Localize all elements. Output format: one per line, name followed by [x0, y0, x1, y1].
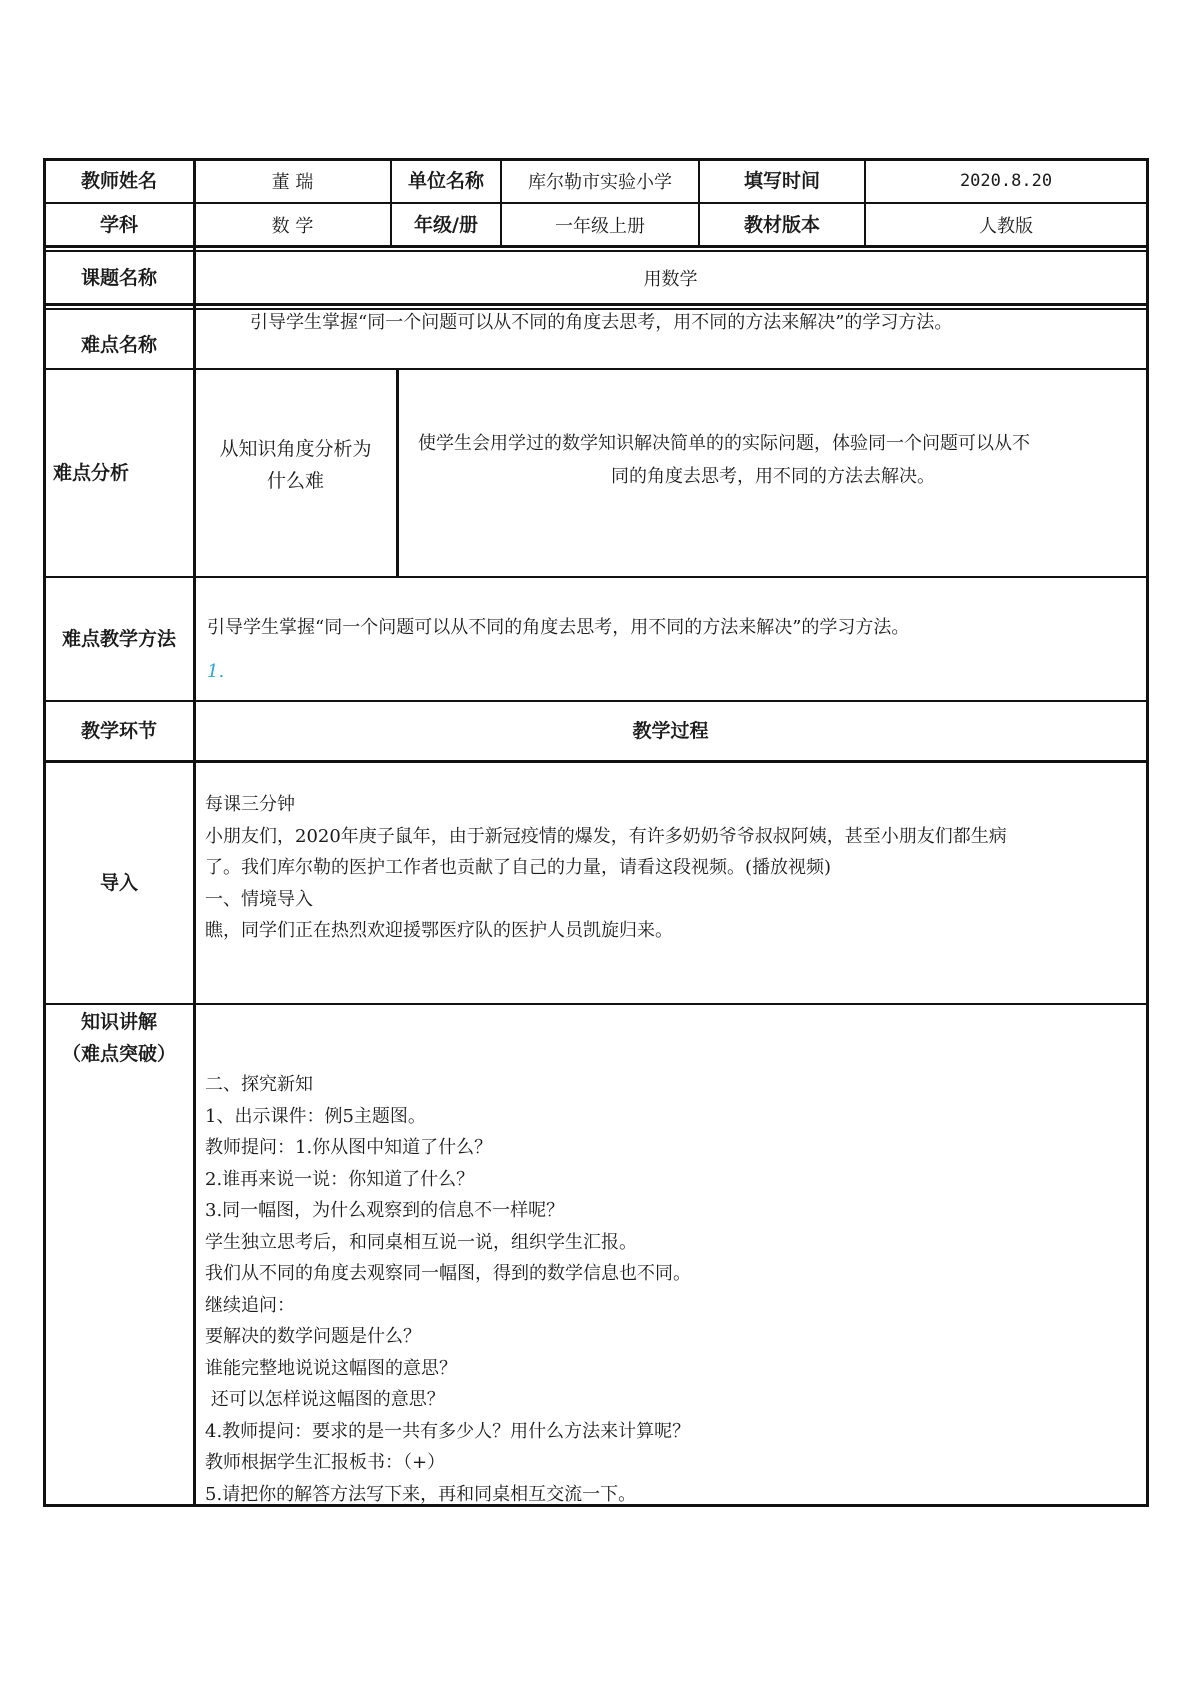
analysis-sublabel-line2: 什么难 — [266, 469, 324, 492]
intro-line: 一、情境导入 — [205, 888, 313, 910]
knowledge-line: 二、探究新知 — [205, 1074, 313, 1095]
topic-label: 课题名称 — [80, 266, 157, 289]
knowledge-line: 2.谁再来说一说：你知道了什么？ — [205, 1168, 475, 1190]
teacher-name-label: 教师姓名 — [80, 170, 157, 192]
analysis-text-line2: 同的角度去思考，用不同的方法去解决。 — [611, 465, 935, 487]
intro-line: 每课三分钟 — [205, 794, 295, 815]
edition-value: 人教版 — [979, 215, 1033, 237]
table-border-right — [1146, 158, 1149, 1506]
unit-name-value: 库尔勒市实验小学 — [528, 172, 672, 193]
teaching-process-heading: 教学过程 — [632, 720, 709, 742]
subject-value: 数 学 — [271, 215, 314, 237]
intro-line: 瞧，同学们正在热烈欢迎援鄂医疗队的医护人员凯旋归来。 — [205, 920, 673, 941]
intro-line: 了。我们库尔勒的医护工作者也贡献了自己的力量，请看这段视频。(播放视频) — [205, 857, 832, 878]
topic-value: 用数学 — [643, 268, 698, 290]
method-text: 引导学生掌握“同一个问题可以从不同的角度去思考，用不同的方法来解决”的学习方法。 — [207, 617, 910, 638]
knowledge-line: 5.请把你的解答方法写下来，再和同桌相互交流一下。 — [205, 1483, 637, 1505]
method-list-item: 1. — [207, 661, 225, 682]
unit-name-label: 单位名称 — [407, 170, 484, 192]
knowledge-line: 还可以怎样说这幅图的意思？ — [205, 1389, 445, 1410]
knowledge-line: 继续追问： — [205, 1294, 295, 1316]
analysis-divider — [396, 370, 399, 576]
knowledge-line: 4.教师提问：要求的是一共有多少人？用什么方法来计算呢？ — [205, 1420, 691, 1442]
intro-label: 导入 — [99, 871, 138, 894]
intro-line: 小朋友们，2020年庚子鼠年，由于新冠疫情的爆发，有许多奶奶爷爷叔叔阿姨，甚至小朋友们都生病 — [205, 825, 1007, 847]
label-column-divider — [193, 158, 196, 1506]
knowledge-label: 知识讲解 — [80, 1011, 157, 1033]
knowledge-line: 学生独立思考后，和同桌相互说一说，组织学生汇报。 — [205, 1231, 637, 1253]
knowledge-line: 教师根据学生汇报板书：（+） — [205, 1452, 446, 1473]
knowledge-line: 要解决的数学问题是什么？ — [205, 1326, 421, 1347]
knowledge-line: 教师提问：1.你从图中知道了什么？ — [205, 1137, 493, 1158]
knowledge-content — [205, 1069, 1145, 1510]
row-line — [43, 760, 1149, 763]
subject-label: 学科 — [99, 213, 138, 236]
method-label: 难点教学方法 — [61, 628, 176, 650]
intro-content — [205, 789, 1145, 947]
teacher-name-value: 董 瑞 — [271, 172, 314, 193]
analysis-label: 难点分析 — [53, 462, 130, 484]
analysis-text-line1: 使学生会用学过的数学知识解决简单的的实际问题，体验同一个问题可以从不 — [418, 433, 1030, 454]
teaching-stage-label: 教学环节 — [80, 720, 157, 742]
row-line — [43, 245, 1149, 248]
fill-date-value: 2020.8.20 — [959, 171, 1053, 191]
edition-label: 教材版本 — [743, 213, 820, 236]
knowledge-line: 谁能完整地说说这幅图的意思？ — [205, 1357, 457, 1379]
row-line — [43, 303, 1149, 306]
analysis-sublabel-line1: 从知识角度分析为 — [219, 437, 372, 460]
difficulty-label: 难点名称 — [80, 334, 157, 356]
fill-date-label: 填写时间 — [743, 170, 820, 192]
row-line — [43, 368, 1149, 370]
row-line — [43, 576, 1149, 578]
knowledge-line: 我们从不同的角度去观察同一幅图，得到的数学信息也不同。 — [205, 1263, 691, 1284]
grade-value: 一年级上册 — [555, 215, 645, 237]
difficulty-value: 引导学生掌握“同一个问题可以从不同的角度去思考，用不同的方法来解决”的学习方法。 — [250, 312, 953, 333]
grade-label: 年级/册 — [414, 213, 478, 236]
row-line — [43, 1003, 1149, 1005]
knowledge-line: 1、出示课件：例5主题图。 — [205, 1105, 426, 1127]
knowledge-line: 3.同一幅图，为什么观察到的信息不一样呢？ — [205, 1200, 565, 1221]
knowledge-sublabel: （难点突破） — [61, 1043, 176, 1065]
